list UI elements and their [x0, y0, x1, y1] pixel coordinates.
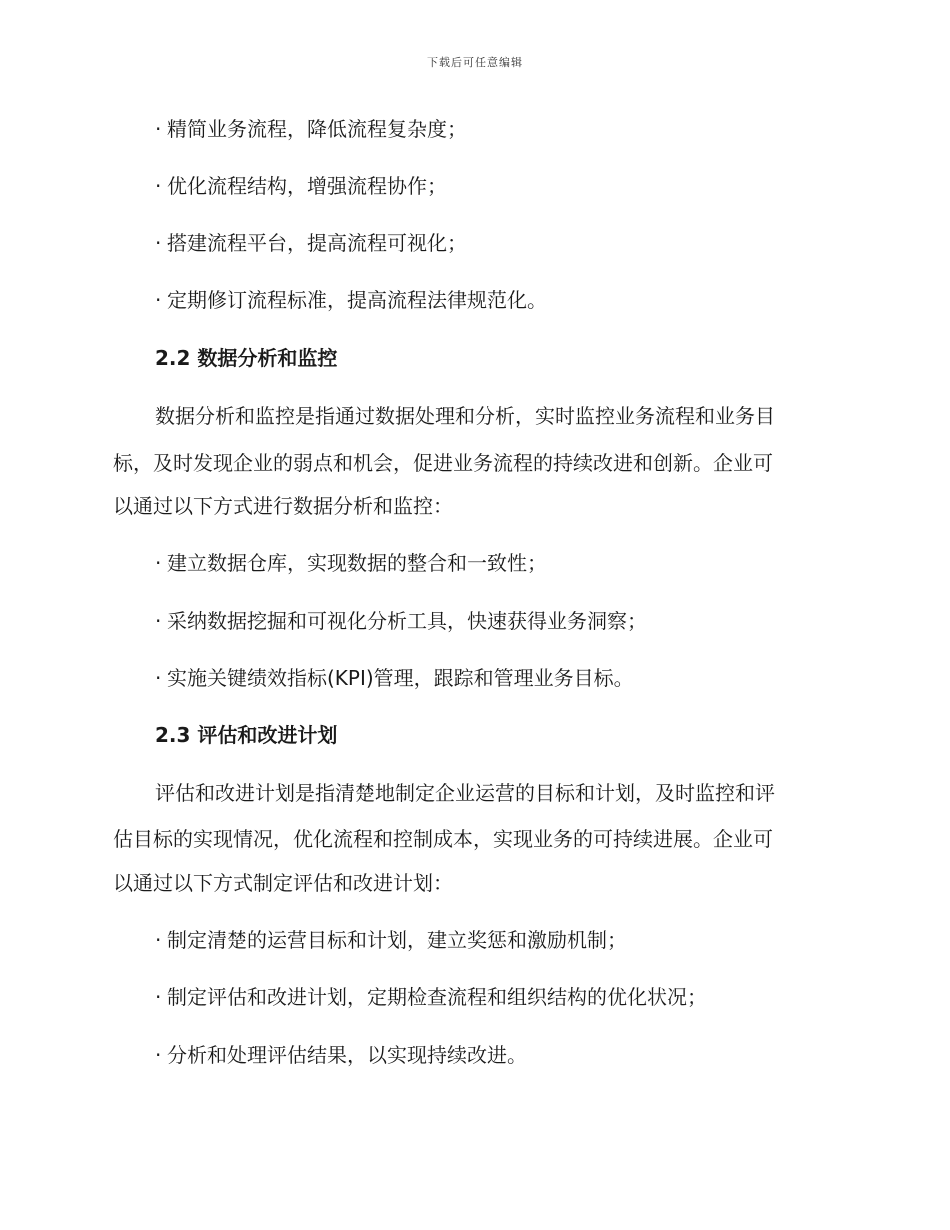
paragraph-line: 以通过以下方式进行数据分析和监控：: [113, 494, 453, 518]
bullet-dot: ·: [155, 609, 162, 633]
list-item-text: 定期修订流程标准，提高流程法律规范化。: [167, 288, 547, 312]
paragraph-line: 以通过以下方式制定评估和改进计划：: [113, 871, 453, 895]
section-heading: 2.3 评估和改进计划: [155, 723, 338, 747]
list-item-text: 搭建流程平台，提高流程可视化；: [167, 231, 467, 255]
list-item-text: 实施关键绩效指标(KPI)管理，跟踪和管理业务目标。: [167, 666, 634, 690]
list-item: [155, 926, 627, 954]
bullet-dot: ·: [155, 288, 162, 312]
list-item-text: 采纳数据挖掘和可视化分析工具，快速获得业务洞察；: [167, 609, 647, 633]
list-item: [155, 115, 467, 143]
list-item: [155, 549, 547, 577]
paragraph-line: 数据分析和监控是指通过数据处理和分析，实时监控业务流程和业务目: [155, 404, 775, 428]
header-note: 下载后可任意编辑: [427, 56, 523, 69]
list-item-text: 建立数据仓库，实现数据的整合和一致性；: [167, 551, 547, 575]
bullet-dot: ·: [155, 117, 162, 141]
paragraph-line: 标，及时发现企业的弱点和机会，促进业务流程的持续改进和创新。企业可: [113, 451, 773, 475]
paragraph-line: 估目标的实现情况，优化流程和控制成本，实现业务的可持续进展。企业可: [113, 827, 773, 851]
list-item: [155, 983, 707, 1011]
paragraph-line: 评估和改进计划是指清楚地制定企业运营的目标和计划，及时监控和评: [155, 781, 775, 805]
bullet-dot: ·: [155, 666, 162, 690]
list-item-text: 制定评估和改进计划，定期检查流程和组织结构的优化状况；: [167, 985, 707, 1009]
list-item: [155, 664, 634, 692]
list-item: [155, 286, 547, 314]
list-item: [155, 1041, 527, 1069]
bullet-dot: ·: [155, 985, 162, 1009]
list-item-text: 制定清楚的运营目标和计划，建立奖惩和激励机制；: [167, 928, 627, 952]
list-item-text: 分析和处理评估结果，以实现持续改进。: [167, 1043, 527, 1067]
list-item-text: 精简业务流程，降低流程复杂度；: [167, 117, 467, 141]
list-item-text: 优化流程结构，增强流程协作；: [167, 174, 447, 198]
bullet-dot: ·: [155, 551, 162, 575]
list-item: [155, 607, 647, 635]
bullet-dot: ·: [155, 1043, 162, 1067]
list-item: [155, 229, 467, 257]
bullet-dot: ·: [155, 174, 162, 198]
list-item: [155, 172, 447, 200]
bullet-dot: ·: [155, 928, 162, 952]
section-heading: 2.2 数据分析和监控: [155, 346, 338, 370]
bullet-dot: ·: [155, 231, 162, 255]
